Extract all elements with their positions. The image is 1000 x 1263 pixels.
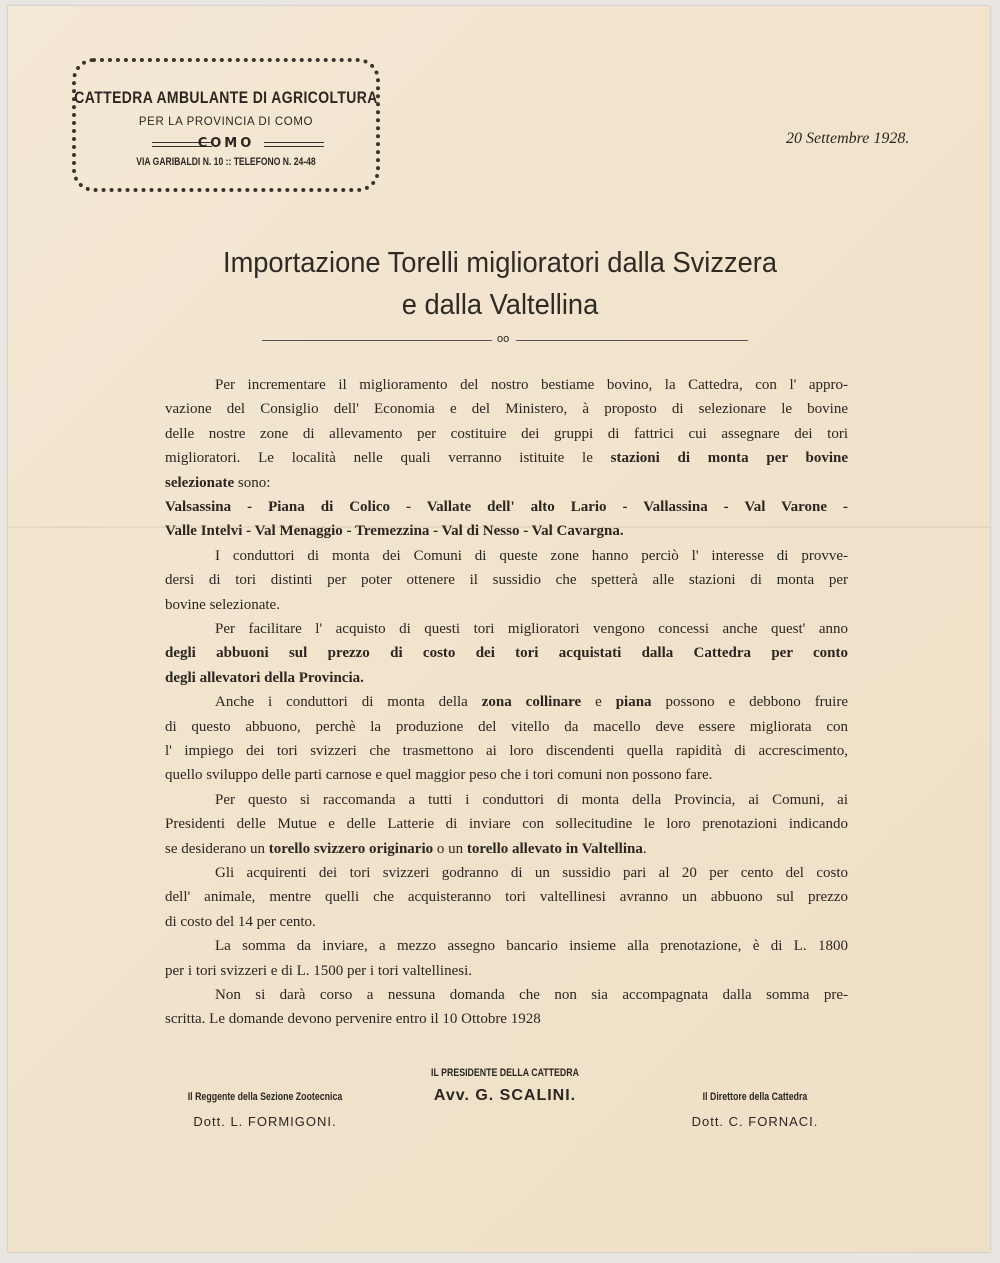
- text-line: [215, 863, 848, 883]
- text: o un: [433, 840, 467, 857]
- text: per i tori svizzeri e di L. 1500 per i tori valtellinesi.: [165, 962, 472, 979]
- text-line: [215, 985, 848, 1005]
- title-divider-right: [516, 340, 748, 341]
- text: .: [642, 840, 647, 857]
- bold-text: torello allevato in Valtellina: [466, 840, 643, 857]
- text: Per questo si raccomanda a tutti i conduttori di monta della Provincia, ai Comuni, ai: [215, 791, 848, 808]
- text: Per incrementare il miglioramento del nostro bestiame bovino, la Cattedra, con l' appro-: [215, 377, 848, 393]
- text: quello sviluppo delle parti carnose e quel maggior peso che i tori comuni non possono fare.: [165, 767, 713, 784]
- text-line: [165, 961, 848, 981]
- text-line: [165, 717, 848, 737]
- title-divider-left: [262, 340, 492, 341]
- signature-role: IL PRESIDENTE DELLA CATTEDRA: [431, 1067, 579, 1079]
- text-line: [165, 741, 848, 761]
- bold-text: piana: [615, 694, 652, 711]
- text-line: [165, 912, 848, 932]
- bold-text: stazioni di monta per bovine: [610, 450, 848, 467]
- text: di questo abbuono, perchè la produzione del vitello da macello deve essere migliorata con: [165, 718, 848, 735]
- text-line: [165, 595, 848, 615]
- letterhead-institution: CATTEDRA AMBULANTE DI AGRICOLTURA: [74, 88, 378, 107]
- text-line: [215, 936, 848, 956]
- text: I conduttori di monta dei Comuni di queste zone hanno perciò l' interesse di provve-: [215, 547, 848, 564]
- text-line: [215, 790, 848, 810]
- bold-text: degli allevatori della Provincia.: [165, 669, 364, 686]
- text: miglioratori. Le località nelle quali verranno istituite le: [165, 450, 611, 467]
- letterhead-city: COMO: [197, 136, 255, 151]
- text-line: [165, 668, 848, 688]
- text-line: [165, 448, 848, 468]
- text-line: [165, 839, 848, 859]
- letterhead-subtitle: PER LA PROVINCIA DI COMO: [138, 116, 314, 128]
- letterhead-double-rule-right: [264, 142, 324, 147]
- signature-center: [390, 1066, 620, 1105]
- signature-left: [150, 1090, 380, 1130]
- text: Gli acquirenti dei tori svizzeri godranno di un sussidio pari al 20 per cento del costo: [215, 865, 848, 881]
- text: di costo del 14 per cento.: [165, 913, 316, 930]
- text-line: [215, 375, 848, 395]
- text-line: [165, 399, 848, 419]
- document-title-line2: e dalla Valtellina: [401, 289, 599, 321]
- text-line: [165, 643, 848, 663]
- text-line: [165, 887, 848, 907]
- text: Per facilitare l' acquisto di questi tori miglioratori vengono concessi anche quest' anno: [215, 621, 848, 637]
- signature-name: Dott. C. FORNACI.: [691, 1114, 819, 1129]
- text: dell' animale, mentre quelli che acquisteranno tori valtellinesi avranno un abbuono sul prezzo: [165, 889, 848, 906]
- signature-name: Dott. L. FORMIGONI.: [193, 1114, 337, 1129]
- text-line: [215, 546, 848, 566]
- text-line: [165, 497, 848, 517]
- bold-text: selezionate: [165, 474, 235, 491]
- text: e: [581, 694, 616, 711]
- signature-role: Il Reggente della Sezione Zootecnica: [187, 1091, 343, 1103]
- text-line: [215, 619, 848, 639]
- letterhead-address: VIA GARIBALDI N. 10 :: TELEFONO N. 24-48: [136, 156, 316, 168]
- bold-text: degli abbuoni sul prezzo di costo dei tori acquistati dalla Cattedra per conto: [165, 645, 848, 662]
- text-line: [165, 765, 848, 785]
- text: l' impiego dei tori svizzeri che trasmettono ai loro discendenti quella rapidità di accrescimento,: [165, 743, 848, 759]
- text: vazione del Consiglio dell' Economia e del Ministero, à proposto di selezionare le bovine: [165, 401, 848, 418]
- signature-name: Avv. G. SCALINI.: [433, 1087, 577, 1104]
- title-divider-ornament: oo: [497, 333, 510, 345]
- bold-text: torello svizzero originario: [268, 840, 434, 857]
- text: Presidenti delle Mutue e delle Latterie di inviare con sollecitudine le loro prenotazioni indicando: [165, 816, 848, 833]
- text-line: [165, 424, 848, 444]
- text: delle nostre zone di allevamento per costituire dei gruppi di fattrici cui assegnare dei tori: [165, 425, 848, 442]
- text: Anche i conduttori di monta della: [215, 694, 482, 711]
- document-title-line1: Importazione Torelli miglioratori dalla Svizzera: [222, 247, 778, 279]
- text-line: [165, 570, 848, 590]
- bold-text: Valle Intelvi - Val Menaggio - Tremezzina - Val di Nesso - Val Cavargna.: [165, 523, 624, 540]
- bold-text: Valsassina - Piana di Colico - Vallate dell' alto Lario - Vallassina - Val Varone -: [165, 499, 848, 515]
- text-line: [165, 473, 848, 493]
- text: Non si darà corso a nessuna domanda che non sia accompagnata dalla somma pre-: [215, 987, 848, 1003]
- text-line: [165, 1009, 848, 1029]
- text: La somma da inviare, a mezzo assegno bancario insieme alla prenotazione, è di L. 1800: [215, 938, 848, 955]
- text: possono e debbono fruire: [651, 694, 849, 711]
- text-line: [165, 814, 848, 834]
- text: se desiderano un: [165, 840, 269, 857]
- text: scritta. Le domande devono pervenire entro il 10 Ottobre 1928: [165, 1011, 541, 1028]
- text: bovine selezionate.: [165, 596, 280, 613]
- document-date: 20 Settembre 1928.: [786, 130, 910, 147]
- signature-role: Il Direttore della Cattedra: [702, 1091, 808, 1103]
- text: sono:: [234, 474, 271, 491]
- letterhead: [72, 58, 380, 192]
- text-line: [165, 521, 848, 541]
- signature-right: [640, 1090, 870, 1130]
- text-line: [215, 692, 848, 712]
- bold-text: zona collinare: [481, 694, 582, 711]
- text: dersi di tori distinti per poter ottenere il sussidio che spetterà alle stazioni di monta per: [165, 572, 848, 589]
